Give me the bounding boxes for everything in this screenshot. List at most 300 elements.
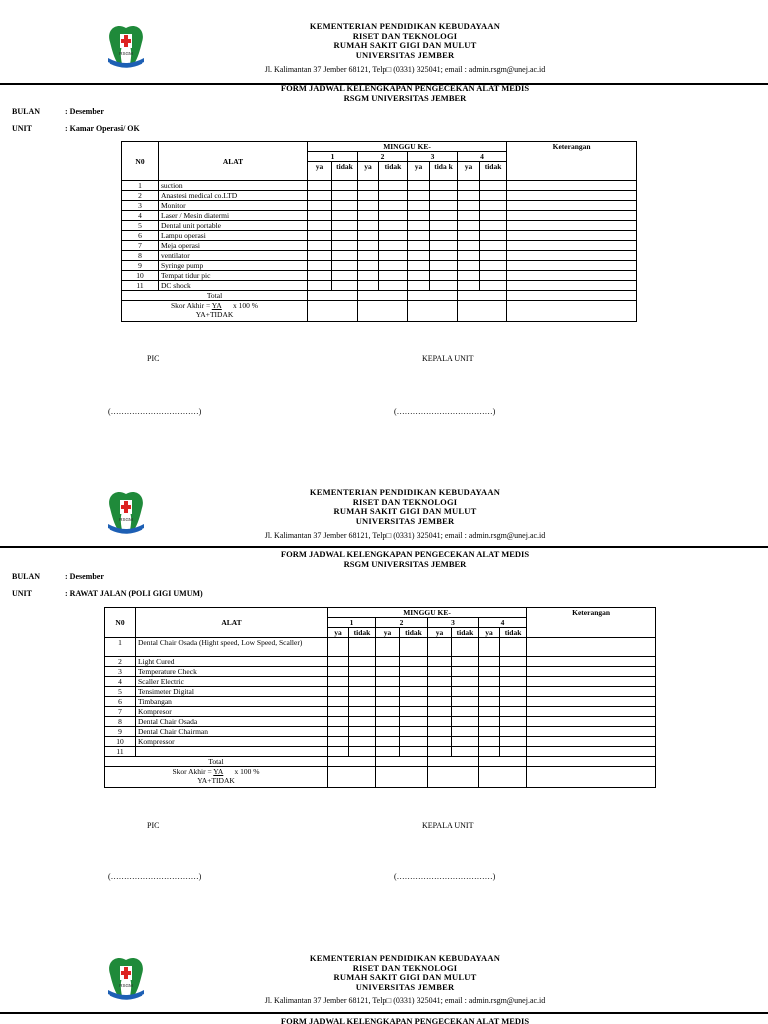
ya-header: ya <box>328 628 349 638</box>
check-cell-ya[interactable] <box>408 181 430 191</box>
total-label: Total <box>122 291 308 301</box>
check-cell-ya[interactable] <box>358 231 379 241</box>
check-cell-ya[interactable] <box>458 191 480 201</box>
check-cell-tidak[interactable] <box>379 241 408 251</box>
check-cell-ya[interactable] <box>328 737 349 747</box>
check-cell-tidak[interactable] <box>400 667 428 677</box>
check-cell-tidak[interactable] <box>500 717 527 727</box>
check-cell-ya[interactable] <box>458 211 480 221</box>
item-no: 10 <box>105 737 136 747</box>
check-cell-tidak[interactable] <box>430 231 458 241</box>
check-cell-tidak[interactable] <box>452 727 479 737</box>
check-cell-tidak[interactable] <box>500 677 527 687</box>
institution-header <box>230 488 580 526</box>
table-row <box>105 697 656 707</box>
check-cell-tidak[interactable] <box>332 241 358 251</box>
university-name: UNIVERSITAS JEMBER <box>355 515 455 526</box>
keterangan-cell[interactable] <box>507 211 637 221</box>
check-cell-tidak[interactable] <box>452 638 479 657</box>
skor-cell <box>458 301 507 322</box>
check-cell-ya[interactable] <box>458 231 480 241</box>
check-cell-ya[interactable] <box>408 211 430 221</box>
institution-header <box>230 954 580 992</box>
check-cell-ya[interactable] <box>358 281 379 291</box>
check-cell-ya[interactable] <box>458 201 480 211</box>
check-cell-tidak[interactable] <box>332 181 358 191</box>
check-cell-ya[interactable] <box>428 638 452 657</box>
check-cell-ya[interactable] <box>479 677 500 687</box>
keterangan-cell[interactable] <box>527 747 656 757</box>
keterangan-cell[interactable] <box>507 181 637 191</box>
keterangan-cell[interactable] <box>507 251 637 261</box>
address-line: Jl. Kalimantan 37 Jember 68121, Telp□ (0331) 325041; email : admin.rsgm@unej.ac.id <box>264 996 546 1005</box>
check-cell-ya[interactable] <box>408 261 430 271</box>
week-header: 1 <box>308 152 358 162</box>
svg-text:RSGM: RSGM <box>119 51 133 56</box>
ya-header: ya <box>479 628 500 638</box>
check-cell-ya[interactable] <box>428 747 452 757</box>
check-cell-tidak[interactable] <box>430 181 458 191</box>
check-cell-tidak[interactable] <box>452 677 479 687</box>
check-cell-ya[interactable] <box>376 638 400 657</box>
total-cell <box>308 291 358 301</box>
skor-denominator: YA+TIDAK <box>197 776 235 785</box>
check-cell-tidak[interactable] <box>349 667 376 677</box>
check-cell-tidak[interactable] <box>349 707 376 717</box>
unit-value: : RAWAT JALAN (POLI GIGI UMUM) <box>65 589 203 598</box>
check-cell-tidak[interactable] <box>430 191 458 201</box>
check-cell-ya[interactable] <box>408 251 430 261</box>
check-cell-tidak[interactable] <box>480 211 507 221</box>
check-cell-tidak[interactable] <box>452 707 479 717</box>
keterangan-cell[interactable] <box>527 687 656 697</box>
check-cell-ya[interactable] <box>408 241 430 251</box>
check-cell-ya[interactable] <box>408 201 430 211</box>
check-cell-tidak[interactable] <box>430 221 458 231</box>
col-header-minggu: MINGGU KE- <box>308 142 507 152</box>
check-cell-tidak[interactable] <box>400 697 428 707</box>
keterangan-cell <box>507 301 637 322</box>
item-alat: Kompresor <box>136 707 328 717</box>
keterangan-cell[interactable] <box>507 231 637 241</box>
check-cell-tidak[interactable] <box>379 261 408 271</box>
check-cell-tidak[interactable] <box>400 707 428 717</box>
check-cell-ya[interactable] <box>308 241 332 251</box>
check-cell-tidak[interactable] <box>452 717 479 727</box>
keterangan-cell[interactable] <box>527 727 656 737</box>
check-cell-tidak[interactable] <box>430 271 458 281</box>
ministry-subname: RISET DAN TEKNOLOGI <box>352 496 458 507</box>
check-cell-ya[interactable] <box>308 261 332 271</box>
check-cell-ya[interactable] <box>308 181 332 191</box>
check-cell-ya[interactable] <box>328 717 349 727</box>
item-alat: Syringe pump <box>159 261 308 271</box>
skor-cell <box>408 301 458 322</box>
table-row <box>122 241 637 251</box>
check-cell-tidak[interactable] <box>480 241 507 251</box>
keterangan-cell[interactable] <box>507 221 637 231</box>
keterangan-cell[interactable] <box>507 241 637 251</box>
item-alat: Monitor <box>159 201 308 211</box>
item-no: 3 <box>105 667 136 677</box>
item-no: 8 <box>122 251 159 261</box>
check-cell-ya[interactable] <box>376 737 400 747</box>
check-cell-ya[interactable] <box>358 261 379 271</box>
week-header: 4 <box>458 152 507 162</box>
skor-cell <box>308 301 358 322</box>
col-header-minggu: MINGGU KE- <box>328 608 527 618</box>
keterangan-cell[interactable] <box>507 281 637 291</box>
check-cell-tidak[interactable] <box>349 677 376 687</box>
check-cell-ya[interactable] <box>376 697 400 707</box>
check-cell-tidak[interactable] <box>452 687 479 697</box>
check-cell-ya[interactable] <box>376 657 400 667</box>
keterangan-cell[interactable] <box>527 657 656 667</box>
check-cell-ya[interactable] <box>376 687 400 697</box>
keterangan-cell <box>527 767 656 788</box>
check-cell-ya[interactable] <box>328 707 349 717</box>
check-cell-tidak[interactable] <box>379 221 408 231</box>
check-cell-ya[interactable] <box>408 271 430 281</box>
ya-header: ya <box>376 628 400 638</box>
check-cell-ya[interactable] <box>479 747 500 757</box>
check-cell-ya[interactable] <box>328 747 349 757</box>
item-no: 6 <box>105 697 136 707</box>
check-cell-ya[interactable] <box>376 747 400 757</box>
bulan-row <box>12 107 104 116</box>
check-cell-tidak[interactable] <box>500 727 527 737</box>
item-alat: DC shock <box>159 281 308 291</box>
check-cell-tidak[interactable] <box>379 271 408 281</box>
check-cell-ya[interactable] <box>458 241 480 251</box>
skor-ya: YA <box>211 301 222 310</box>
check-cell-ya[interactable] <box>428 697 452 707</box>
form-section-3 <box>0 932 768 1024</box>
check-cell-tidak[interactable] <box>379 211 408 221</box>
check-cell-ya[interactable] <box>358 221 379 231</box>
skor-prefix: Skor Akhir = <box>172 767 214 776</box>
check-cell-tidak[interactable] <box>332 261 358 271</box>
check-cell-ya[interactable] <box>458 181 480 191</box>
total-cell <box>408 291 458 301</box>
check-cell-tidak[interactable] <box>332 281 358 291</box>
rsgm-logo-icon <box>104 24 148 70</box>
checklist-table <box>104 607 656 788</box>
check-cell-tidak[interactable] <box>332 221 358 231</box>
check-cell-tidak[interactable] <box>379 181 408 191</box>
check-cell-ya[interactable] <box>358 211 379 221</box>
check-cell-ya[interactable] <box>358 241 379 251</box>
check-cell-ya[interactable] <box>458 261 480 271</box>
form-section-1 <box>0 0 768 470</box>
check-cell-tidak[interactable] <box>332 231 358 241</box>
check-cell-tidak[interactable] <box>332 191 358 201</box>
check-cell-ya[interactable] <box>458 271 480 281</box>
check-cell-tidak[interactable] <box>400 638 428 657</box>
check-cell-ya[interactable] <box>479 638 500 657</box>
check-cell-tidak[interactable] <box>480 231 507 241</box>
check-cell-tidak[interactable] <box>452 657 479 667</box>
col-header-keterangan: Keterangan <box>507 142 637 181</box>
form-title-line1: FORM JADWAL KELENGKAPAN PENGECEKAN ALAT MEDIS <box>280 83 530 93</box>
keterangan-cell[interactable] <box>527 737 656 747</box>
check-cell-ya[interactable] <box>328 677 349 687</box>
item-alat: Anastesi medical co.LTD <box>159 191 308 201</box>
check-cell-ya[interactable] <box>328 697 349 707</box>
check-cell-tidak[interactable] <box>400 727 428 737</box>
table-row <box>105 638 656 657</box>
check-cell-tidak[interactable] <box>452 667 479 677</box>
check-cell-ya[interactable] <box>428 707 452 717</box>
form-title <box>150 549 660 569</box>
check-cell-tidak[interactable] <box>500 657 527 667</box>
tidak-header: tidak <box>379 162 408 181</box>
check-cell-ya[interactable] <box>308 251 332 261</box>
check-cell-ya[interactable] <box>428 737 452 747</box>
check-cell-tidak[interactable] <box>400 737 428 747</box>
check-cell-tidak[interactable] <box>332 271 358 281</box>
check-cell-ya[interactable] <box>376 707 400 717</box>
check-cell-ya[interactable] <box>376 727 400 737</box>
check-cell-tidak[interactable] <box>480 261 507 271</box>
bulan-label: BULAN <box>12 107 41 116</box>
check-cell-ya[interactable] <box>328 667 349 677</box>
check-cell-tidak[interactable] <box>500 638 527 657</box>
ministry-name: KEMENTERIAN PENDIDIKAN KEBUDAYAAN <box>309 487 501 497</box>
check-cell-tidak[interactable] <box>332 251 358 261</box>
check-cell-tidak[interactable] <box>379 231 408 241</box>
check-cell-tidak[interactable] <box>480 201 507 211</box>
item-no: 5 <box>105 687 136 697</box>
table-row <box>122 181 637 191</box>
kepala-signature-line: (………………………………) <box>394 872 496 881</box>
check-cell-ya[interactable] <box>358 201 379 211</box>
form-title <box>150 83 660 103</box>
keterangan-cell[interactable] <box>507 271 637 281</box>
skor-cell <box>428 767 479 788</box>
check-cell-tidak[interactable] <box>500 707 527 717</box>
table-row <box>122 261 637 271</box>
hospital-name: RUMAH SAKIT GIGI DAN MULUT <box>333 506 477 516</box>
table-row <box>122 231 637 241</box>
unit-value: : Kamar Operasi/ OK <box>65 124 140 133</box>
check-cell-tidak[interactable] <box>349 717 376 727</box>
check-cell-ya[interactable] <box>428 677 452 687</box>
check-cell-ya[interactable] <box>408 221 430 231</box>
check-cell-ya[interactable] <box>358 191 379 201</box>
item-alat: Dental Chair Osada <box>136 717 328 727</box>
check-cell-tidak[interactable] <box>480 251 507 261</box>
keterangan-cell[interactable] <box>507 261 637 271</box>
check-cell-ya[interactable] <box>376 667 400 677</box>
check-cell-ya[interactable] <box>328 657 349 667</box>
check-cell-tidak[interactable] <box>400 687 428 697</box>
table-row <box>105 717 656 727</box>
check-cell-ya[interactable] <box>308 231 332 241</box>
check-cell-tidak[interactable] <box>379 251 408 261</box>
item-alat <box>136 747 328 757</box>
check-cell-tidak[interactable] <box>480 181 507 191</box>
item-no: 5 <box>122 221 159 231</box>
week-header: 3 <box>428 618 479 628</box>
check-cell-tidak[interactable] <box>349 657 376 667</box>
check-cell-tidak[interactable] <box>349 737 376 747</box>
check-cell-tidak[interactable] <box>452 697 479 707</box>
table-row <box>105 687 656 697</box>
keterangan-cell[interactable] <box>507 201 637 211</box>
check-cell-ya[interactable] <box>328 687 349 697</box>
unit-label: UNIT <box>12 589 33 598</box>
check-cell-tidak[interactable] <box>480 221 507 231</box>
keterangan-cell <box>527 757 656 767</box>
col-header-alat: ALAT <box>159 142 308 181</box>
check-cell-ya[interactable] <box>479 687 500 697</box>
check-cell-tidak[interactable] <box>500 747 527 757</box>
check-cell-ya[interactable] <box>428 657 452 667</box>
check-cell-tidak[interactable] <box>480 271 507 281</box>
table-row <box>105 747 656 757</box>
kepala-unit-label: KEPALA UNIT <box>422 354 474 363</box>
check-cell-tidak[interactable] <box>400 677 428 687</box>
check-cell-ya[interactable] <box>428 727 452 737</box>
check-cell-ya[interactable] <box>328 638 349 657</box>
col-header-keterangan: Keterangan <box>527 608 656 638</box>
skor-formula <box>105 767 328 788</box>
check-cell-tidak[interactable] <box>500 687 527 697</box>
check-cell-ya[interactable] <box>308 221 332 231</box>
check-cell-ya[interactable] <box>358 251 379 261</box>
check-cell-ya[interactable] <box>428 667 452 677</box>
check-cell-ya[interactable] <box>308 211 332 221</box>
check-cell-ya[interactable] <box>308 271 332 281</box>
check-cell-ya[interactable] <box>408 231 430 241</box>
form-title-line1: FORM JADWAL KELENGKAPAN PENGECEKAN ALAT MEDIS <box>280 1016 530 1024</box>
keterangan-cell[interactable] <box>527 677 656 687</box>
bulan-value: : Desember <box>65 107 104 116</box>
check-cell-tidak[interactable] <box>379 191 408 201</box>
check-cell-ya[interactable] <box>408 191 430 201</box>
table-row <box>105 657 656 667</box>
check-cell-ya[interactable] <box>358 271 379 281</box>
total-cell <box>479 757 527 767</box>
check-cell-tidak[interactable] <box>349 727 376 737</box>
check-cell-tidak[interactable] <box>332 211 358 221</box>
check-cell-tidak[interactable] <box>379 281 408 291</box>
check-cell-tidak[interactable] <box>480 281 507 291</box>
check-cell-tidak[interactable] <box>349 697 376 707</box>
check-cell-ya[interactable] <box>479 697 500 707</box>
check-cell-tidak[interactable] <box>430 201 458 211</box>
total-label: Total <box>105 757 328 767</box>
total-cell <box>358 291 408 301</box>
table-row <box>105 707 656 717</box>
pic-signature-line: (……………………………) <box>108 407 202 416</box>
check-cell-tidak[interactable] <box>332 201 358 211</box>
table-row <box>122 271 637 281</box>
check-cell-ya[interactable] <box>479 727 500 737</box>
check-cell-ya[interactable] <box>479 657 500 667</box>
keterangan-cell[interactable] <box>527 697 656 707</box>
keterangan-cell[interactable] <box>507 191 637 201</box>
check-cell-ya[interactable] <box>479 667 500 677</box>
check-cell-tidak[interactable] <box>349 747 376 757</box>
item-alat: Tempat tidur pic <box>159 271 308 281</box>
item-no: 9 <box>105 727 136 737</box>
check-cell-tidak[interactable] <box>430 241 458 251</box>
item-no: 7 <box>105 707 136 717</box>
check-cell-ya[interactable] <box>408 281 430 291</box>
check-cell-ya[interactable] <box>358 181 379 191</box>
check-cell-tidak[interactable] <box>452 747 479 757</box>
check-cell-ya[interactable] <box>376 677 400 687</box>
unit-row <box>12 589 203 598</box>
keterangan-cell[interactable] <box>527 667 656 677</box>
tidak-header: tidak <box>400 628 428 638</box>
check-cell-ya[interactable] <box>428 687 452 697</box>
check-cell-tidak[interactable] <box>480 191 507 201</box>
ministry-subname: RISET DAN TEKNOLOGI <box>352 962 458 973</box>
check-cell-ya[interactable] <box>479 707 500 717</box>
check-cell-tidak[interactable] <box>500 737 527 747</box>
check-cell-ya[interactable] <box>479 737 500 747</box>
check-cell-tidak[interactable] <box>400 747 428 757</box>
check-cell-tidak[interactable] <box>430 261 458 271</box>
week-header: 3 <box>408 152 458 162</box>
keterangan-cell <box>507 291 637 301</box>
skor-cell <box>328 767 376 788</box>
check-cell-ya[interactable] <box>308 201 332 211</box>
check-cell-tidak[interactable] <box>430 281 458 291</box>
check-cell-tidak[interactable] <box>400 657 428 667</box>
ministry-subname: RISET DAN TEKNOLOGI <box>352 30 458 41</box>
check-cell-ya[interactable] <box>428 717 452 727</box>
item-no: 11 <box>122 281 159 291</box>
table-row <box>122 201 637 211</box>
table-row <box>105 727 656 737</box>
check-cell-tidak[interactable] <box>430 251 458 261</box>
check-cell-ya[interactable] <box>308 191 332 201</box>
item-no: 3 <box>122 201 159 211</box>
check-cell-tidak[interactable] <box>400 717 428 727</box>
tidak-header: tidak <box>480 162 507 181</box>
check-cell-ya[interactable] <box>458 251 480 261</box>
check-cell-ya[interactable] <box>328 727 349 737</box>
check-cell-tidak[interactable] <box>349 638 376 657</box>
check-cell-tidak[interactable] <box>500 697 527 707</box>
keterangan-cell[interactable] <box>527 717 656 727</box>
check-cell-ya[interactable] <box>308 281 332 291</box>
item-no: 7 <box>122 241 159 251</box>
keterangan-cell[interactable] <box>527 638 656 657</box>
item-alat: Laser / Mesin diatermi <box>159 211 308 221</box>
check-cell-ya[interactable] <box>479 717 500 727</box>
check-cell-tidak[interactable] <box>500 667 527 677</box>
check-cell-ya[interactable] <box>376 717 400 727</box>
unit-row <box>12 124 140 133</box>
check-cell-tidak[interactable] <box>379 201 408 211</box>
check-cell-tidak[interactable] <box>349 687 376 697</box>
check-cell-tidak[interactable] <box>430 211 458 221</box>
item-alat: Temperature Check <box>136 667 328 677</box>
checklist-table <box>121 141 637 322</box>
check-cell-ya[interactable] <box>458 281 480 291</box>
check-cell-ya[interactable] <box>458 221 480 231</box>
check-cell-tidak[interactable] <box>452 737 479 747</box>
keterangan-cell[interactable] <box>527 707 656 717</box>
form-title-line1: FORM JADWAL KELENGKAPAN PENGECEKAN ALAT MEDIS <box>280 549 530 559</box>
week-header: 2 <box>358 152 408 162</box>
item-no: 8 <box>105 717 136 727</box>
